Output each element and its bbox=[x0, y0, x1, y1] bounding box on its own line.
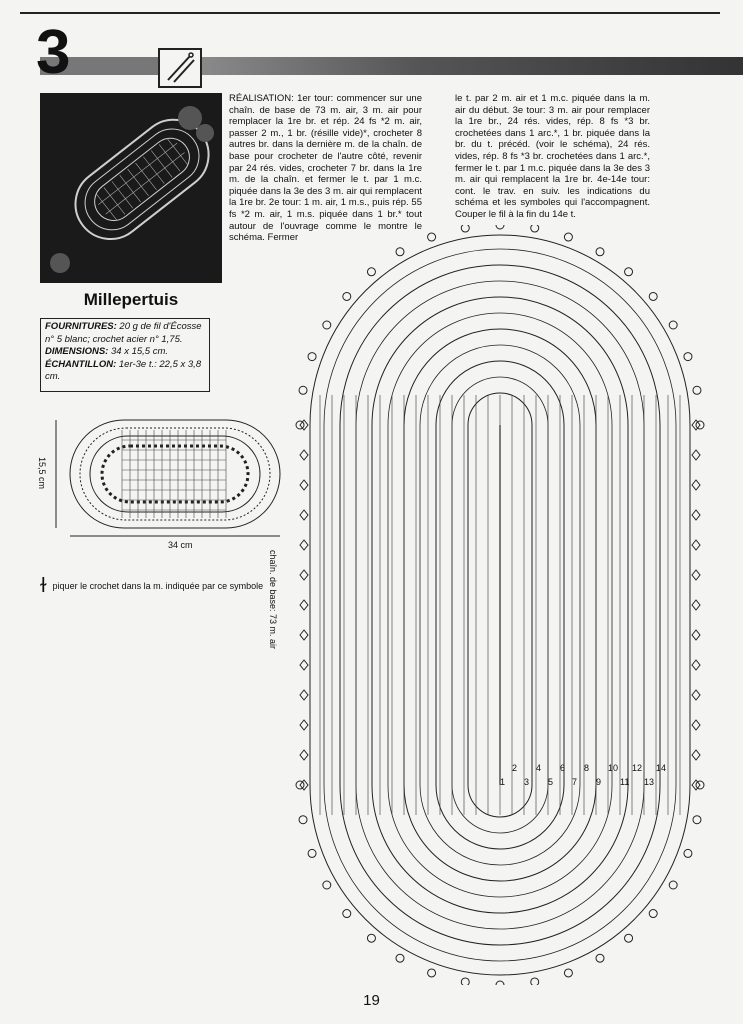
row-number-label: 2 bbox=[512, 763, 518, 773]
row-number-label: 4 bbox=[536, 763, 542, 773]
dimensions-text: 34 x 15,5 cm. bbox=[110, 346, 169, 357]
top-rule bbox=[20, 12, 720, 14]
header-bar bbox=[200, 57, 743, 75]
doily-photo bbox=[40, 93, 222, 283]
row-number-label: 6 bbox=[560, 763, 566, 773]
crochet-hook-icon bbox=[158, 48, 202, 88]
row-number-label: 12 bbox=[632, 763, 643, 773]
height-label: 15,5 cm bbox=[37, 456, 48, 490]
row-number-label: 7 bbox=[572, 777, 578, 787]
width-label: 34 cm bbox=[168, 540, 193, 550]
crochet-chart bbox=[290, 225, 710, 985]
symbol-note bbox=[40, 575, 290, 598]
pattern-number: 3 bbox=[36, 18, 69, 87]
row-number-label: 3 bbox=[524, 777, 530, 787]
instructions-column-2: le t. par 2 m. air et 1 m.c. piquée dans la m. air du début. 3e tour: 3 m. air pour remplacer la 1re br., 24 rés. vides, rép. 8 fs *3 br. crochetées dans 1 arc.*, 1 br. piquée dans la br. du t. précéd. (voir le schéma), 24 rés. vides, rép. 8 fs *3 br. crochetées dans 1 arc.*, fermer le t. par 1 m.c. piquée dans la 3e des 3 m. air qui remplacent la 1re br. 4e-14e tour: cont. le trav. en suiv. les indications du schéma et les symboles qui l'accompagnent. Couper le fil à la fin du 14e t. bbox=[455, 93, 650, 220]
page-number: 19 bbox=[363, 992, 380, 1009]
insert-hook-symbol-icon: ɫ bbox=[40, 575, 47, 597]
row-number-label: 1 bbox=[500, 777, 506, 787]
chain-label: chaîn. de base: 73 m. air bbox=[268, 550, 278, 650]
echantillon-label: ÉCHANTILLON: bbox=[45, 358, 117, 370]
dimensions-label: DIMENSIONS: bbox=[45, 346, 109, 357]
fournitures-text: 20 g de fil d'Écosse n° 5 blanc; crochet acier n° 1,75. bbox=[45, 321, 202, 345]
note-text: piquer le crochet dans la m. indiquée par ce symbole bbox=[52, 580, 264, 591]
supplies-box bbox=[40, 318, 210, 392]
row-number-label: 14 bbox=[656, 763, 667, 773]
dimension-scheme bbox=[37, 410, 300, 560]
row-number-label: 11 bbox=[620, 777, 630, 787]
row-number-label: 9 bbox=[596, 777, 602, 787]
row-number-label: 10 bbox=[608, 763, 619, 773]
row-number-label: 5 bbox=[548, 777, 554, 787]
instructions-column-1: RÉALISATION: 1er tour: commencer sur une chaîn. de base de 73 m. air, 3 m. air pour remplacer la 1re br. et rép. 24 fs *2 m. air, passer 2 m., 1 br. (résille vide)*, crocheter 8 autres br. dans la dernière m. de la chaîn. de base pour crocheter de l'autre côté, revenir par 24 rés. vides, crocheter 7 br. dans la 1re m. de la chaîn. et fermer le t. par 1 m.c. piquée dans la 3e des 3 m. air qui remplacent la 1re br. 2e tour: 1 m. air, 1 m.s., puis rép. 55 fs *2 m. air, 1 m.s. piquée dans 1 br.* tout autour de l'ouvrage comme le montre le schéma. Fermer bbox=[229, 93, 422, 244]
echantillon-text: 1er-3e t.: 22,5 x 3,8 cm. bbox=[45, 358, 202, 382]
row-number-label: 8 bbox=[584, 763, 590, 773]
fournitures-label: FOURNITURES: bbox=[45, 321, 117, 332]
pattern-title: Millepertuis bbox=[83, 290, 179, 309]
row-number-label: 13 bbox=[644, 777, 655, 787]
